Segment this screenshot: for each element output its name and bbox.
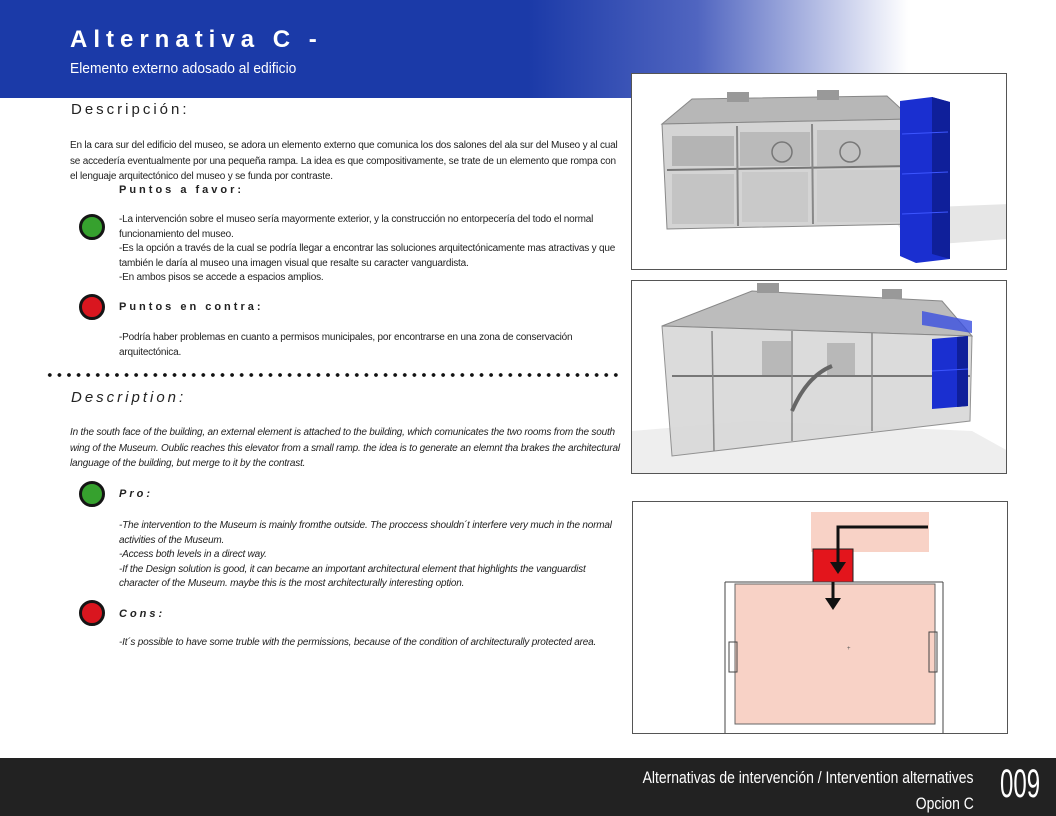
floor-plan-svg bbox=[633, 502, 1008, 734]
puntos-a-favor-list bbox=[119, 213, 619, 286]
description-paragraph: In the south face of the building, an external element is attached to the building, which comunicates the two rooms from the south wing of the Museum. Oublic reaches this elevator from a small ramp. the idea is to generate an elemnt tha brakes the architectural language of the building, but merge to it by the contrast. bbox=[70, 427, 620, 469]
dotted-separator bbox=[45, 371, 623, 379]
footer-title: Alternativas de intervención / Intervention alternatives bbox=[643, 768, 974, 787]
con-red-dot-icon bbox=[79, 600, 105, 626]
list-item: -La intervención sobre el museo sería mayormente exterior, y la construcción no entorpecería del todo el normal funcionamiento del museo. bbox=[119, 214, 594, 240]
puntos-a-favor-heading: Puntos a favor: bbox=[119, 184, 245, 196]
building-section-render-1 bbox=[631, 73, 1007, 270]
pro-heading: Pro: bbox=[119, 488, 153, 500]
pro-green-dot-icon bbox=[79, 214, 105, 240]
list-item: -If the Design solution is good, it can became an important architectural element that highlights the vanguardist character of the Museum. maybe this is the most architecturally interesting option. bbox=[119, 563, 586, 590]
cons-heading: Cons: bbox=[119, 608, 166, 620]
list-item: -Es la opción a través de la cual se podría llegar a encontrar las soluciones arquitectónicamente mas atractivas y que también le daría al museo una imagen visual que resalte su caracter vanguardista. bbox=[119, 243, 616, 269]
description-heading: Description: bbox=[71, 389, 187, 406]
descripcion-heading: Descripción: bbox=[71, 101, 190, 118]
puntos-en-contra-list bbox=[119, 331, 619, 360]
list-item: -The intervention to the Museum is mainly fromthe outside. The proccess shouldn´t interfere very much in the normal activities of the Museum. bbox=[119, 520, 612, 546]
building-render-2-svg bbox=[632, 281, 1007, 474]
list-item: -Access both levels in a direct way. bbox=[119, 549, 267, 561]
pro-list bbox=[119, 519, 619, 592]
building-render-1-svg bbox=[632, 74, 1007, 270]
puntos-en-contra-heading: Puntos en contra: bbox=[119, 301, 264, 313]
footer-subtitle: Opcion C bbox=[915, 794, 974, 813]
cons-list bbox=[119, 636, 619, 651]
descripcion-paragraph: En la cara sur del edificio del museo, se adora un elemento externo que comunica los dos salones del ala sur del Museo y al cual se accedería eventualmente por una pequeña rampa. La idea es que compositivamente, se trate de un elemento que rompa con el lenguaje arquitectónico del museo y se funda por contraste. bbox=[70, 140, 618, 182]
page-number: 009 bbox=[1000, 762, 1041, 806]
list-item: -Podría haber problemas en cuanto a permisos municipales, por encontrarse en una zona de conservación arquitectónica. bbox=[119, 332, 573, 358]
page-title: Alternativa C - bbox=[70, 26, 323, 53]
con-red-dot-icon bbox=[79, 294, 105, 320]
floor-plan-diagram bbox=[632, 501, 1008, 734]
pro-green-dot-icon bbox=[79, 481, 105, 507]
list-item: -It´s possible to have some truble with the permissions, because of the condition of architecturally protected area. bbox=[119, 637, 597, 648]
svg-text:+: + bbox=[847, 646, 851, 652]
list-item: -En ambos pisos se accede a espacios amplios. bbox=[119, 272, 324, 284]
building-perspective-render-2 bbox=[631, 280, 1007, 474]
page-subtitle: Elemento externo adosado al edificio bbox=[70, 60, 297, 77]
